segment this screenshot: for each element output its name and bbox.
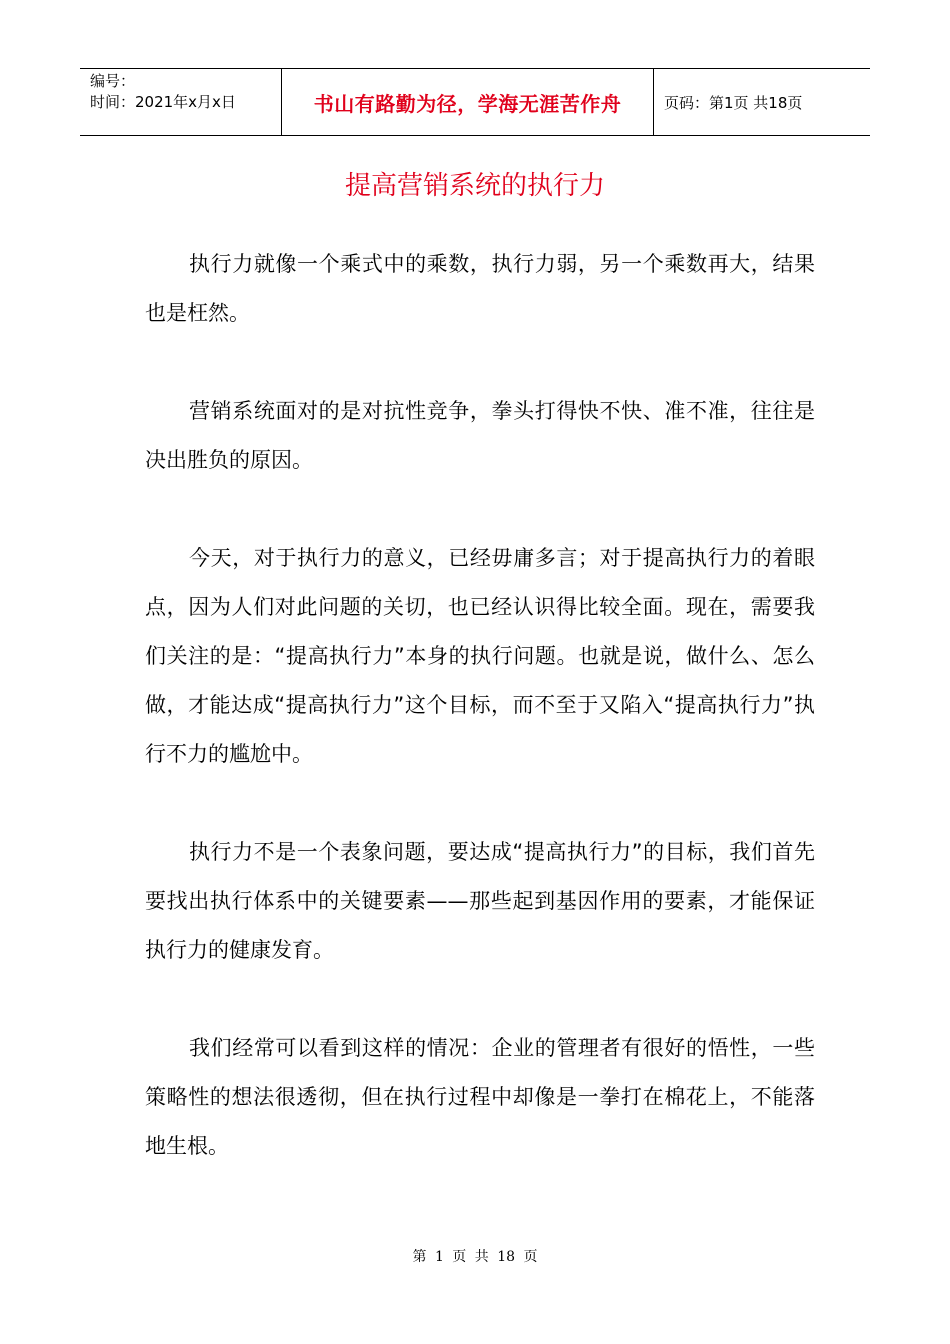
date-label: 时间：2021年x月x日 — [90, 93, 236, 111]
header-meta-cell — [80, 69, 282, 135]
paragraph-5: 我们经常可以看到这样的情况：企业的管理者有很好的悟性，一些策略性的想法很透彻，但在执行过程中却像是一拳打在棉花上，不能落地生根。 — [145, 1036, 815, 1158]
document-header — [80, 68, 870, 136]
paragraph-2: 营销系统面对的是对抗性竞争，拳头打得快不快、准不准，往往是决出胜负的原因。 — [145, 399, 815, 472]
serial-number-label: 编号： — [90, 72, 136, 90]
paragraph-1: 执行力就像一个乘式中的乘数，执行力弱，另一个乘数再大，结果也是枉然。 — [145, 252, 815, 325]
page-footer: 第 1 页 共 18 页 — [412, 1249, 538, 1265]
document-title: 提高营销系统的执行力 — [344, 171, 605, 201]
header-page-cell — [654, 69, 870, 135]
paragraph-4: 执行力不是一个表象问题，要达成“提高执行力”的目标，我们首先要找出执行体系中的关键要素——那些起到基因作用的要素，才能保证执行力的健康发育。 — [145, 840, 815, 962]
motto-text: 书山有路勤为径，学海无涯苦作舟 — [313, 91, 622, 116]
paragraph-3: 今天，对于执行力的意义，已经毋庸多言；对于提高执行力的着眼点，因为人们对此问题的关切，也已经认识得比较全面。现在，需要我们关注的是：“提高执行力”本身的执行问题。也就是说，做什么、怎么做，才能达成“提高执行力”这个目标，而不至于又陷入“提高执行力”执行不力的尴尬中。 — [145, 546, 815, 766]
header-motto-cell — [282, 69, 654, 135]
document-body — [145, 240, 815, 1220]
page-code-label: 页码：第1页 共18页 — [664, 93, 803, 112]
